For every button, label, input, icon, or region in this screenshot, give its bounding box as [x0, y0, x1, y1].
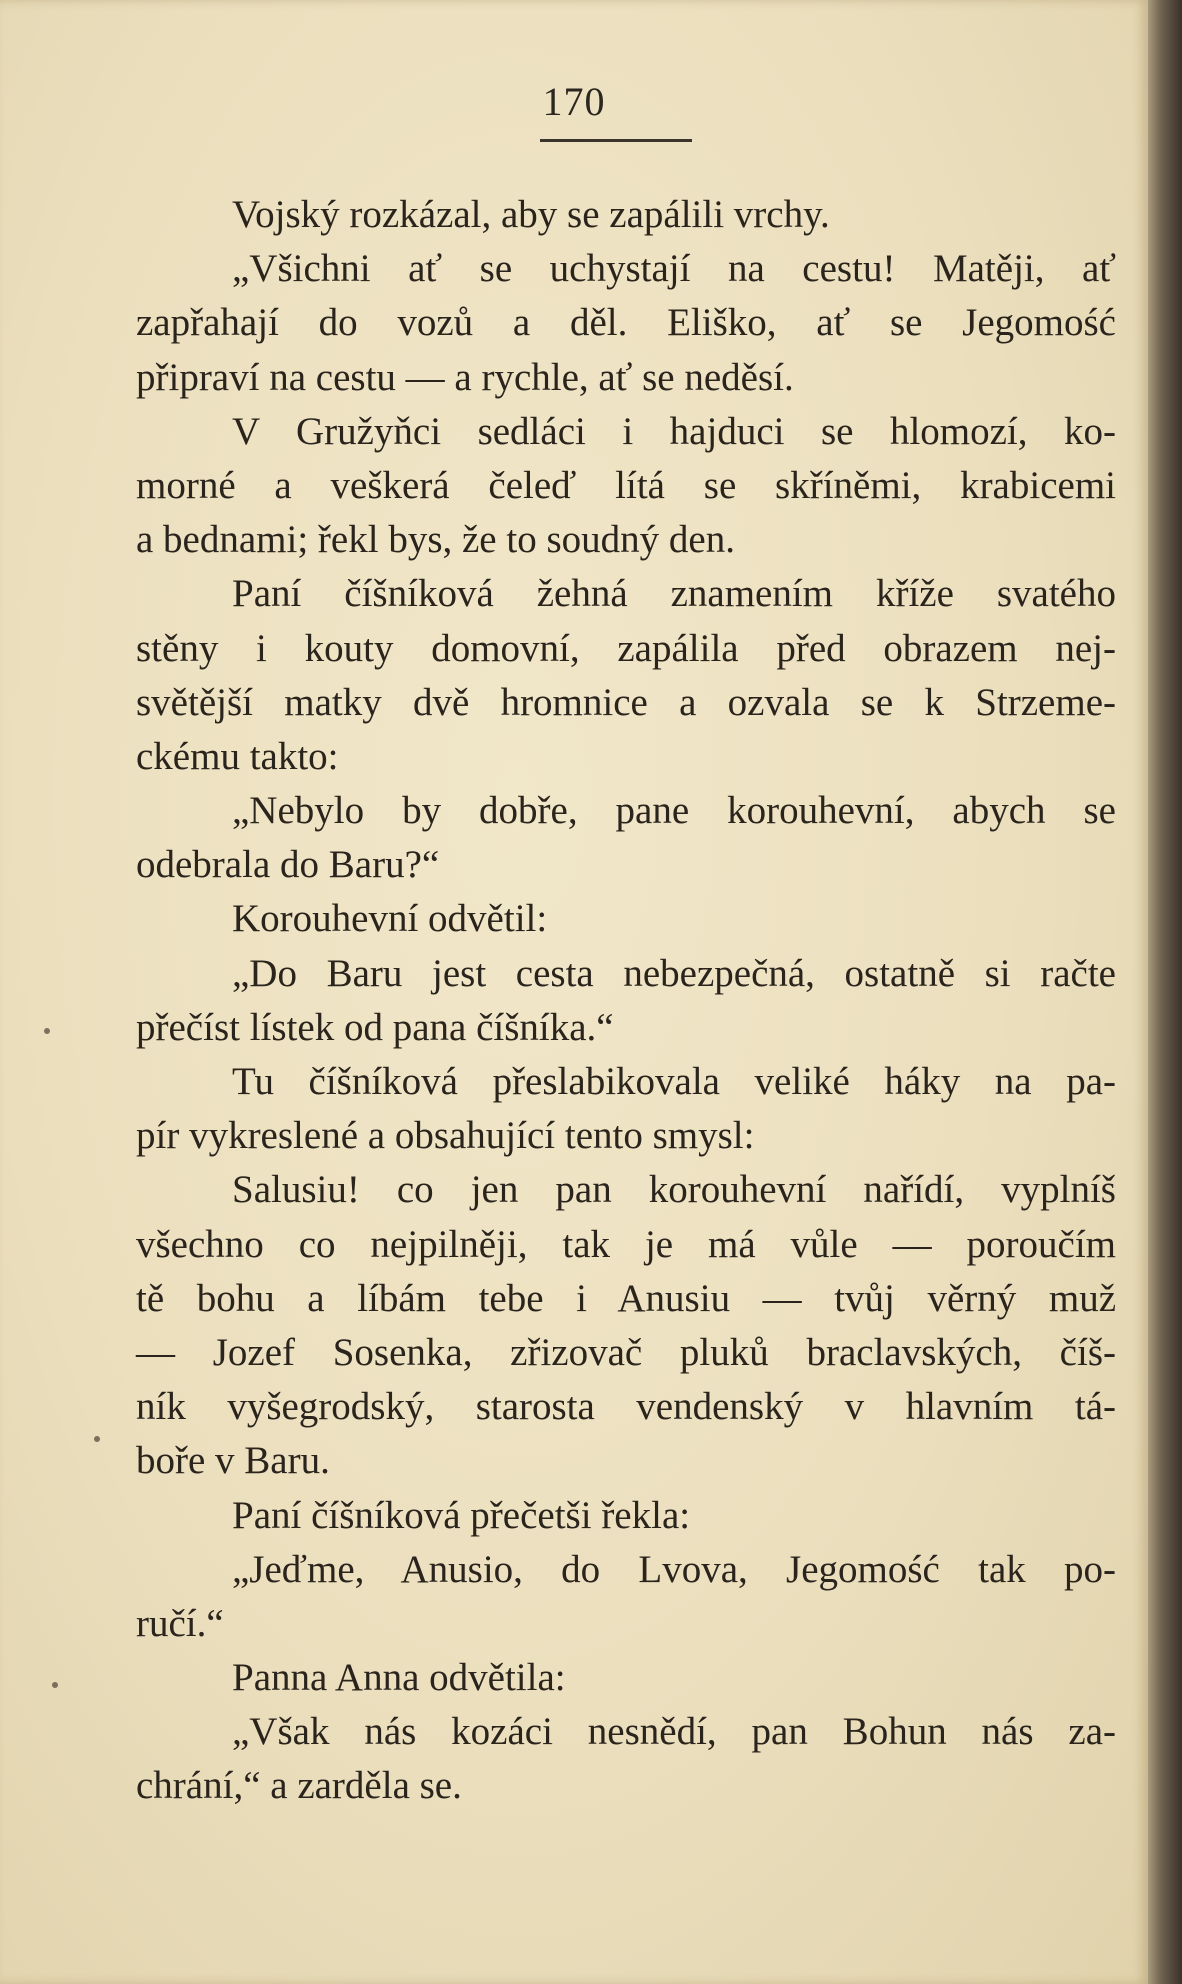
text-line: „Jeďme, Anusio, do Lvova, Jegomość tak po-: [232, 1547, 1116, 1591]
text-line: „Však nás kozáci nesnědí, pan Bohun nás za-: [232, 1710, 1116, 1754]
text-line: V Gružyňci sedláci i hajduci se hlomozí, ko-: [232, 409, 1116, 453]
text-line: morné a veškerá čeleď lítá se skříněmi, krabicemi: [136, 463, 1116, 507]
text-line: přečíst lístek od pana číšníka.“: [136, 1005, 614, 1049]
text-line: boře v Baru.: [136, 1439, 330, 1483]
text-line: tě bohu a líbám tebe i Anusiu — tvůj věrný muž: [136, 1276, 1116, 1320]
text-line: připraví na cestu — a rychle, ať se neděsí.: [136, 355, 794, 399]
text-line: Tu číšníková přeslabikovala veliké háky na pa-: [232, 1060, 1116, 1103]
text-line: Paní číšníková přečetši řekla:: [232, 1493, 691, 1537]
text-line: chrání,“ a zarděla se.: [136, 1764, 462, 1808]
text-line: ník vyšegrodský, starosta vendenský v hlavním tá-: [136, 1385, 1116, 1429]
page-number: 170: [542, 79, 606, 124]
text-line: Paní číšníková žehná znamením kříže svatého: [232, 572, 1116, 616]
text-line: — Jozef Sosenka, zřizovač pluků braclavských, číš-: [136, 1330, 1116, 1374]
text-line: a bednami; řekl bys, že to soudný den.: [136, 518, 735, 562]
text-line: „Do Baru jest cesta nebezpečná, ostatně si račte: [232, 951, 1116, 995]
text-line: Vojský rozkázal, aby se zapálili vrchy.: [232, 193, 830, 236]
text-line: Korouhevní odvětil:: [232, 897, 548, 941]
body-text: [136, 188, 1116, 1814]
text-line: ručí.“: [136, 1601, 224, 1645]
text-line: ckému takto:: [136, 734, 339, 778]
paper-speck: [94, 1436, 100, 1442]
text-line: Panna Anna odvětila:: [232, 1656, 566, 1700]
page-number-rule: [540, 139, 692, 142]
text-line: „Nebylo by dobře, pane korouhevní, abych se: [232, 789, 1116, 833]
text-line: stěny i kouty domovní, zapálila před obrazem nej-: [136, 626, 1116, 670]
paper-speck: [52, 1682, 58, 1688]
text-line: odebrala do Baru?“: [136, 843, 440, 887]
text-line: světější matky dvě hromnice a ozvala se k Strzeme-: [136, 680, 1116, 724]
text-line: pír vykreslené a obsahující tento smysl:: [136, 1114, 755, 1158]
book-spine: [1148, 0, 1182, 1984]
text-line: Salusiu! co jen pan korouhevní nařídí, vyplníš: [232, 1168, 1116, 1212]
text-line: zapřahají do vozů a děl. Eliško, ať se Jegomość: [136, 301, 1116, 345]
paper-speck: [44, 1028, 50, 1034]
text-line: všechno co nejpilněji, tak je má vůle — poroučím: [136, 1222, 1116, 1266]
text-line: „Všichni ať se uchystají na cestu! Matěji, ať: [232, 247, 1116, 291]
